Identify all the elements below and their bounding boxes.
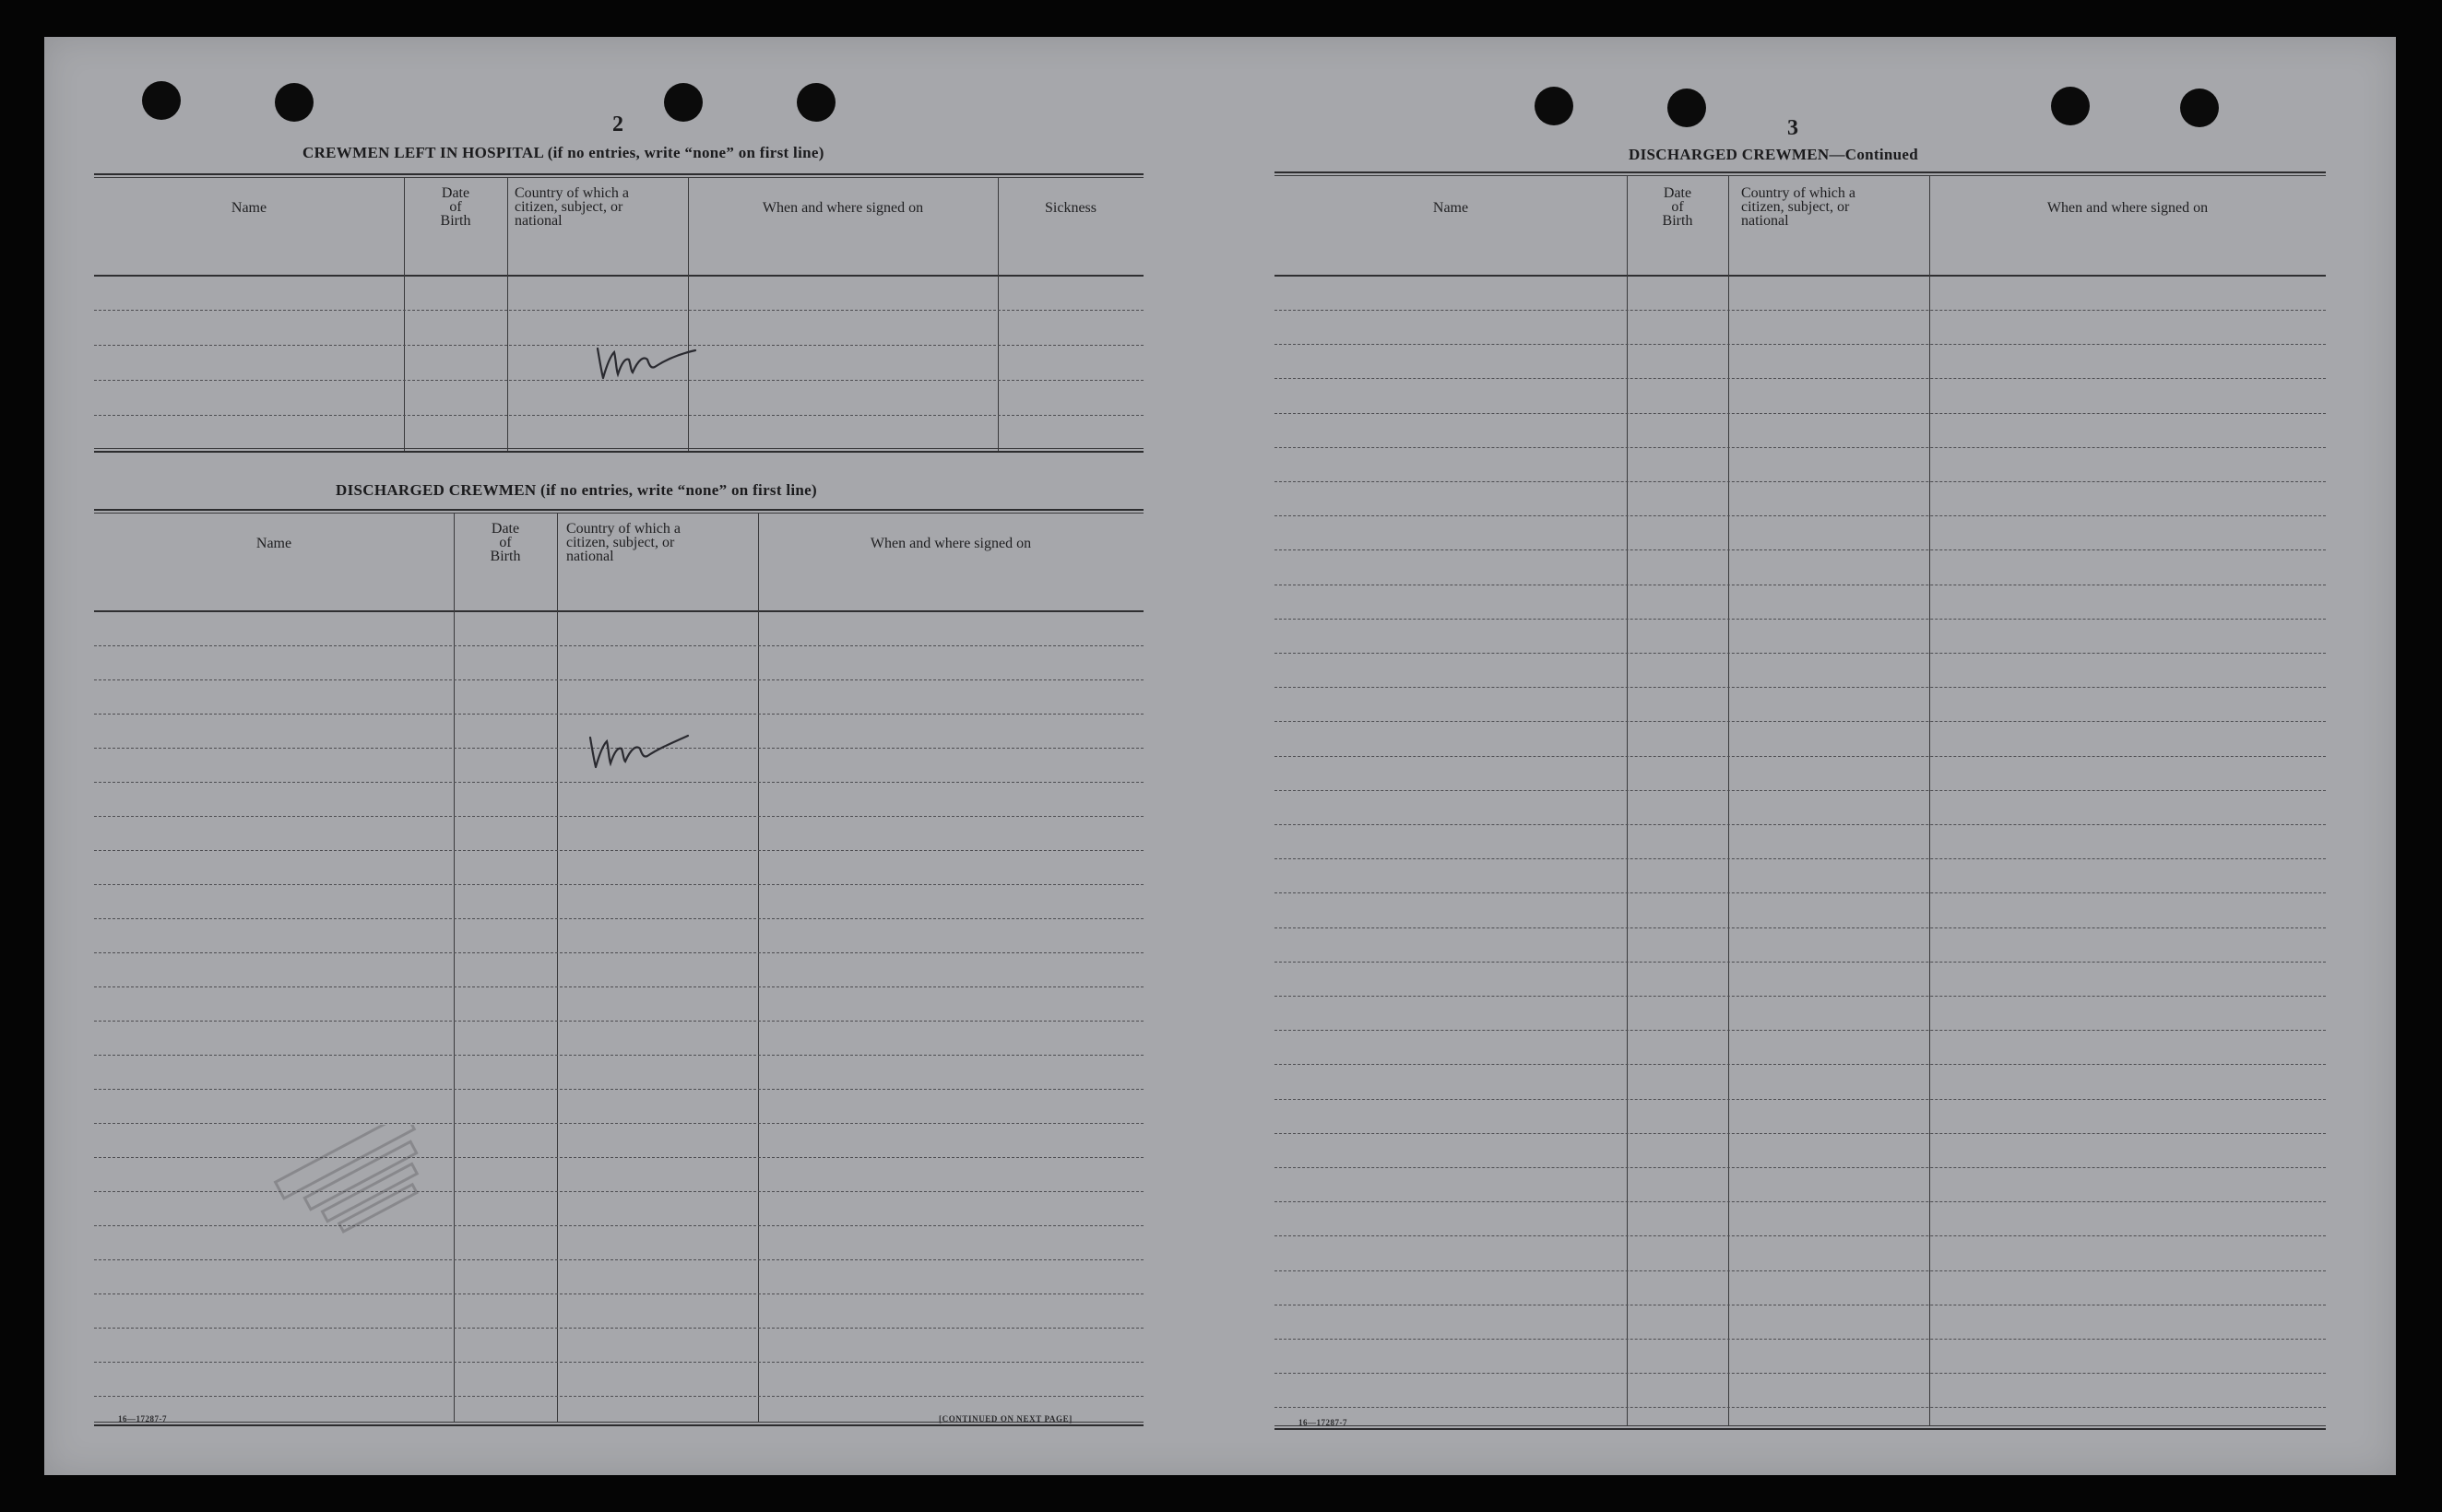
table-row (1274, 858, 2326, 859)
column-header-date-of-birth: Date of Birth (440, 185, 471, 229)
hospital-section-title: CREWMEN LEFT IN HOSPITAL (if no entries, write “none” on first line) (302, 144, 824, 161)
column-header-date-of-birth: Date of Birth (490, 521, 521, 564)
punch-hole (1667, 89, 1706, 127)
discharged-table (94, 509, 1144, 1429)
header-divider (1274, 275, 2326, 277)
page-number-right: 3 (1787, 116, 1798, 140)
table-top-rule (94, 509, 1144, 514)
table-row (1274, 413, 2326, 414)
punch-hole (797, 83, 836, 122)
table-row (1274, 515, 2326, 516)
table-row (1274, 824, 2326, 825)
column-header-name: Name (1432, 200, 1469, 216)
header-divider (94, 275, 1144, 277)
column-header-signed-on: When and where signed on (870, 536, 1032, 551)
column-divider (507, 178, 508, 453)
table-row (1274, 687, 2326, 688)
table-row (94, 1191, 1144, 1192)
column-divider (1728, 176, 1729, 1426)
table-row (94, 884, 1144, 885)
table-row (1274, 721, 2326, 722)
table-row (1274, 892, 2326, 893)
column-header-country: Country of which a citizen, subject, or national (515, 185, 629, 229)
table-row (94, 310, 1144, 311)
column-header-name: Name (255, 536, 292, 551)
table-row (94, 816, 1144, 817)
table-row (94, 1362, 1144, 1363)
document-sheet (44, 37, 2396, 1475)
table-row (1274, 790, 2326, 791)
column-header-country: Country of which a citizen, subject, or national (1741, 185, 1855, 229)
table-top-rule (94, 173, 1144, 178)
column-divider (758, 514, 759, 1422)
table-row (1274, 481, 2326, 482)
table-row (94, 1055, 1144, 1056)
column-divider (1627, 176, 1628, 1426)
punch-hole (275, 83, 314, 122)
punch-hole (664, 83, 703, 122)
table-row (1274, 1373, 2326, 1374)
table-row (94, 1225, 1144, 1226)
table-row (1274, 756, 2326, 757)
column-header-signed-on: When and where signed on (2046, 200, 2209, 216)
table-row (94, 679, 1144, 680)
table-row (94, 1396, 1144, 1397)
form-code-right: 16—17287-7 (1298, 1418, 1347, 1427)
discharged-continued-title: DISCHARGED CREWMEN—Continued (1629, 146, 1918, 163)
column-header-country: Country of which a citizen, subject, or national (566, 521, 681, 564)
table-row (1274, 619, 2326, 620)
table-row (1274, 1167, 2326, 1168)
column-divider (454, 514, 455, 1422)
table-row (1274, 310, 2326, 311)
table-row (1274, 1270, 2326, 1271)
table-row (1274, 927, 2326, 928)
table-row (94, 918, 1144, 919)
punch-hole (142, 81, 181, 120)
table-row (94, 1328, 1144, 1329)
table-row (94, 1293, 1144, 1294)
table-row (94, 1157, 1144, 1158)
column-header-sickness: Sickness (1045, 200, 1097, 216)
column-header-signed-on: When and where signed on (762, 200, 924, 216)
punch-hole (2180, 89, 2219, 127)
handwritten-entry (581, 719, 692, 784)
column-divider (688, 178, 689, 453)
table-row (1274, 1339, 2326, 1340)
faded-stamp (266, 1125, 450, 1235)
discharged-continued-table (1274, 171, 2326, 1433)
table-row (1274, 1099, 2326, 1100)
table-row (94, 415, 1144, 416)
table-row (1274, 447, 2326, 448)
table-row (94, 1123, 1144, 1124)
table-row (94, 1089, 1144, 1090)
table-row (1274, 1133, 2326, 1134)
table-row (1274, 1201, 2326, 1202)
column-divider (998, 178, 999, 453)
table-row (94, 952, 1144, 953)
column-header-name: Name (231, 200, 267, 216)
table-row (1274, 996, 2326, 997)
table-row (94, 645, 1144, 646)
table-bottom-rule (94, 448, 1144, 453)
table-row (1274, 962, 2326, 963)
column-divider (557, 514, 558, 1422)
table-row (94, 850, 1144, 851)
column-divider (1929, 176, 1930, 1426)
column-divider (404, 178, 405, 453)
table-row (1274, 1030, 2326, 1031)
discharged-section-title: DISCHARGED CREWMEN (if no entries, write “none” on first line) (336, 481, 817, 499)
column-header-date-of-birth: Date of Birth (1662, 185, 1693, 229)
table-row (1274, 1407, 2326, 1408)
table-row (1274, 1235, 2326, 1236)
continued-note: [CONTINUED ON NEXT PAGE] (939, 1414, 1073, 1423)
table-row (94, 986, 1144, 987)
table-row (1274, 378, 2326, 379)
table-row (94, 714, 1144, 715)
table-row (1274, 653, 2326, 654)
table-top-rule (1274, 171, 2326, 176)
table-row (1274, 344, 2326, 345)
punch-hole (1535, 87, 1573, 125)
page-number-left: 2 (612, 112, 623, 136)
table-row (1274, 549, 2326, 550)
handwritten-entry (590, 332, 701, 396)
punch-hole (2051, 87, 2090, 125)
table-row (94, 1259, 1144, 1260)
table-row (1274, 1064, 2326, 1065)
header-divider (94, 610, 1144, 612)
table-row (94, 1021, 1144, 1022)
table-bottom-rule (1274, 1425, 2326, 1430)
hospital-table (94, 173, 1144, 457)
form-code-left: 16—17287-7 (118, 1414, 167, 1423)
